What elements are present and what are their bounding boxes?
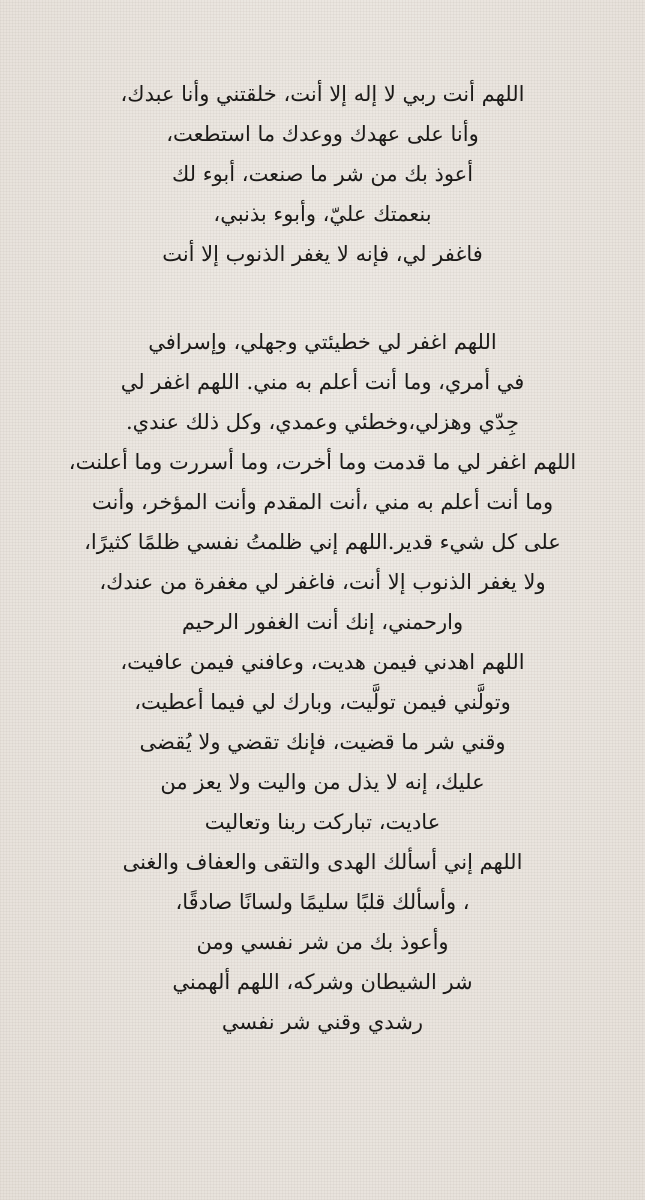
text-line: عاديت، تباركت ربنا وتعاليت [204, 810, 441, 834]
supplication-section-1 [20, 74, 625, 274]
text-line: فاغفر لي، فإنه لا يغفر الذنوب إلا أنت [162, 242, 483, 266]
text-line: على كل شيء قدير.اللهم إني ظلمتُ نفسي ظلمًا كثيرًا، [84, 530, 561, 554]
text-line: اللهم اغفر لي ما قدمت وما أخرت، وما أسررت وما أعلنت، [68, 450, 577, 474]
text-line: وأنا على عهدك ووعدك ما استطعت، [166, 122, 479, 146]
text-line: ولا يغفر الذنوب إلا أنت، فاغفر لي مغفرة من عندك، [99, 570, 546, 594]
text-line: وأعوذ بك من شر نفسي ومن [196, 930, 449, 954]
text-line: وقني شر ما قضيت، فإنك تقضي ولا يُقضى [139, 730, 506, 754]
text-line: جِدّي وهزلي،وخطئي وعمدي، وكل ذلك عندي. [125, 410, 520, 434]
supplication-section-2 [20, 322, 625, 642]
text-line: عليك، إنه لا يذل من واليت ولا يعز من [160, 770, 485, 794]
text-line: اللهم اهدني فيمن هديت، وعافني فيمن عافيت، [120, 650, 525, 674]
supplication-section-3 [20, 642, 625, 1042]
text-line: بنعمتك عليّ، وأبوء بذنبي، [213, 202, 432, 226]
text-line: أعوذ بك من شر ما صنعت، أبوء لك [171, 162, 474, 186]
text-line: اللهم اغفر لي خطيئتي وجهلي، وإسرافي [148, 330, 497, 354]
text-line: وتولَّني فيمن تولَّيت، وبارك لي فيما أعطيت، [134, 690, 511, 714]
text-line: شر الشيطان وشركه، اللهم ألهمني [172, 970, 473, 994]
text-line: في أمري، وما أنت أعلم به مني. اللهم اغفر لي [120, 370, 525, 394]
text-line: اللهم إني أسألك الهدى والتقى والعفاف والغنى [122, 850, 523, 874]
text-line: وما أنت أعلم به مني ،أنت المقدم وأنت المؤخر، وأنت [91, 490, 554, 514]
text-line: اللهم أنت ربي لا إله إلا أنت، خلقتني وأنا عبدك، [120, 82, 525, 106]
text-line: رشدي وقني شر نفسي [221, 1010, 424, 1034]
text-line: ، وأسألك قلبًا سليمًا ولسانًا صادقًا، [175, 890, 470, 914]
text-line: وارحمني، إنك أنت الغفور الرحيم [181, 610, 464, 634]
